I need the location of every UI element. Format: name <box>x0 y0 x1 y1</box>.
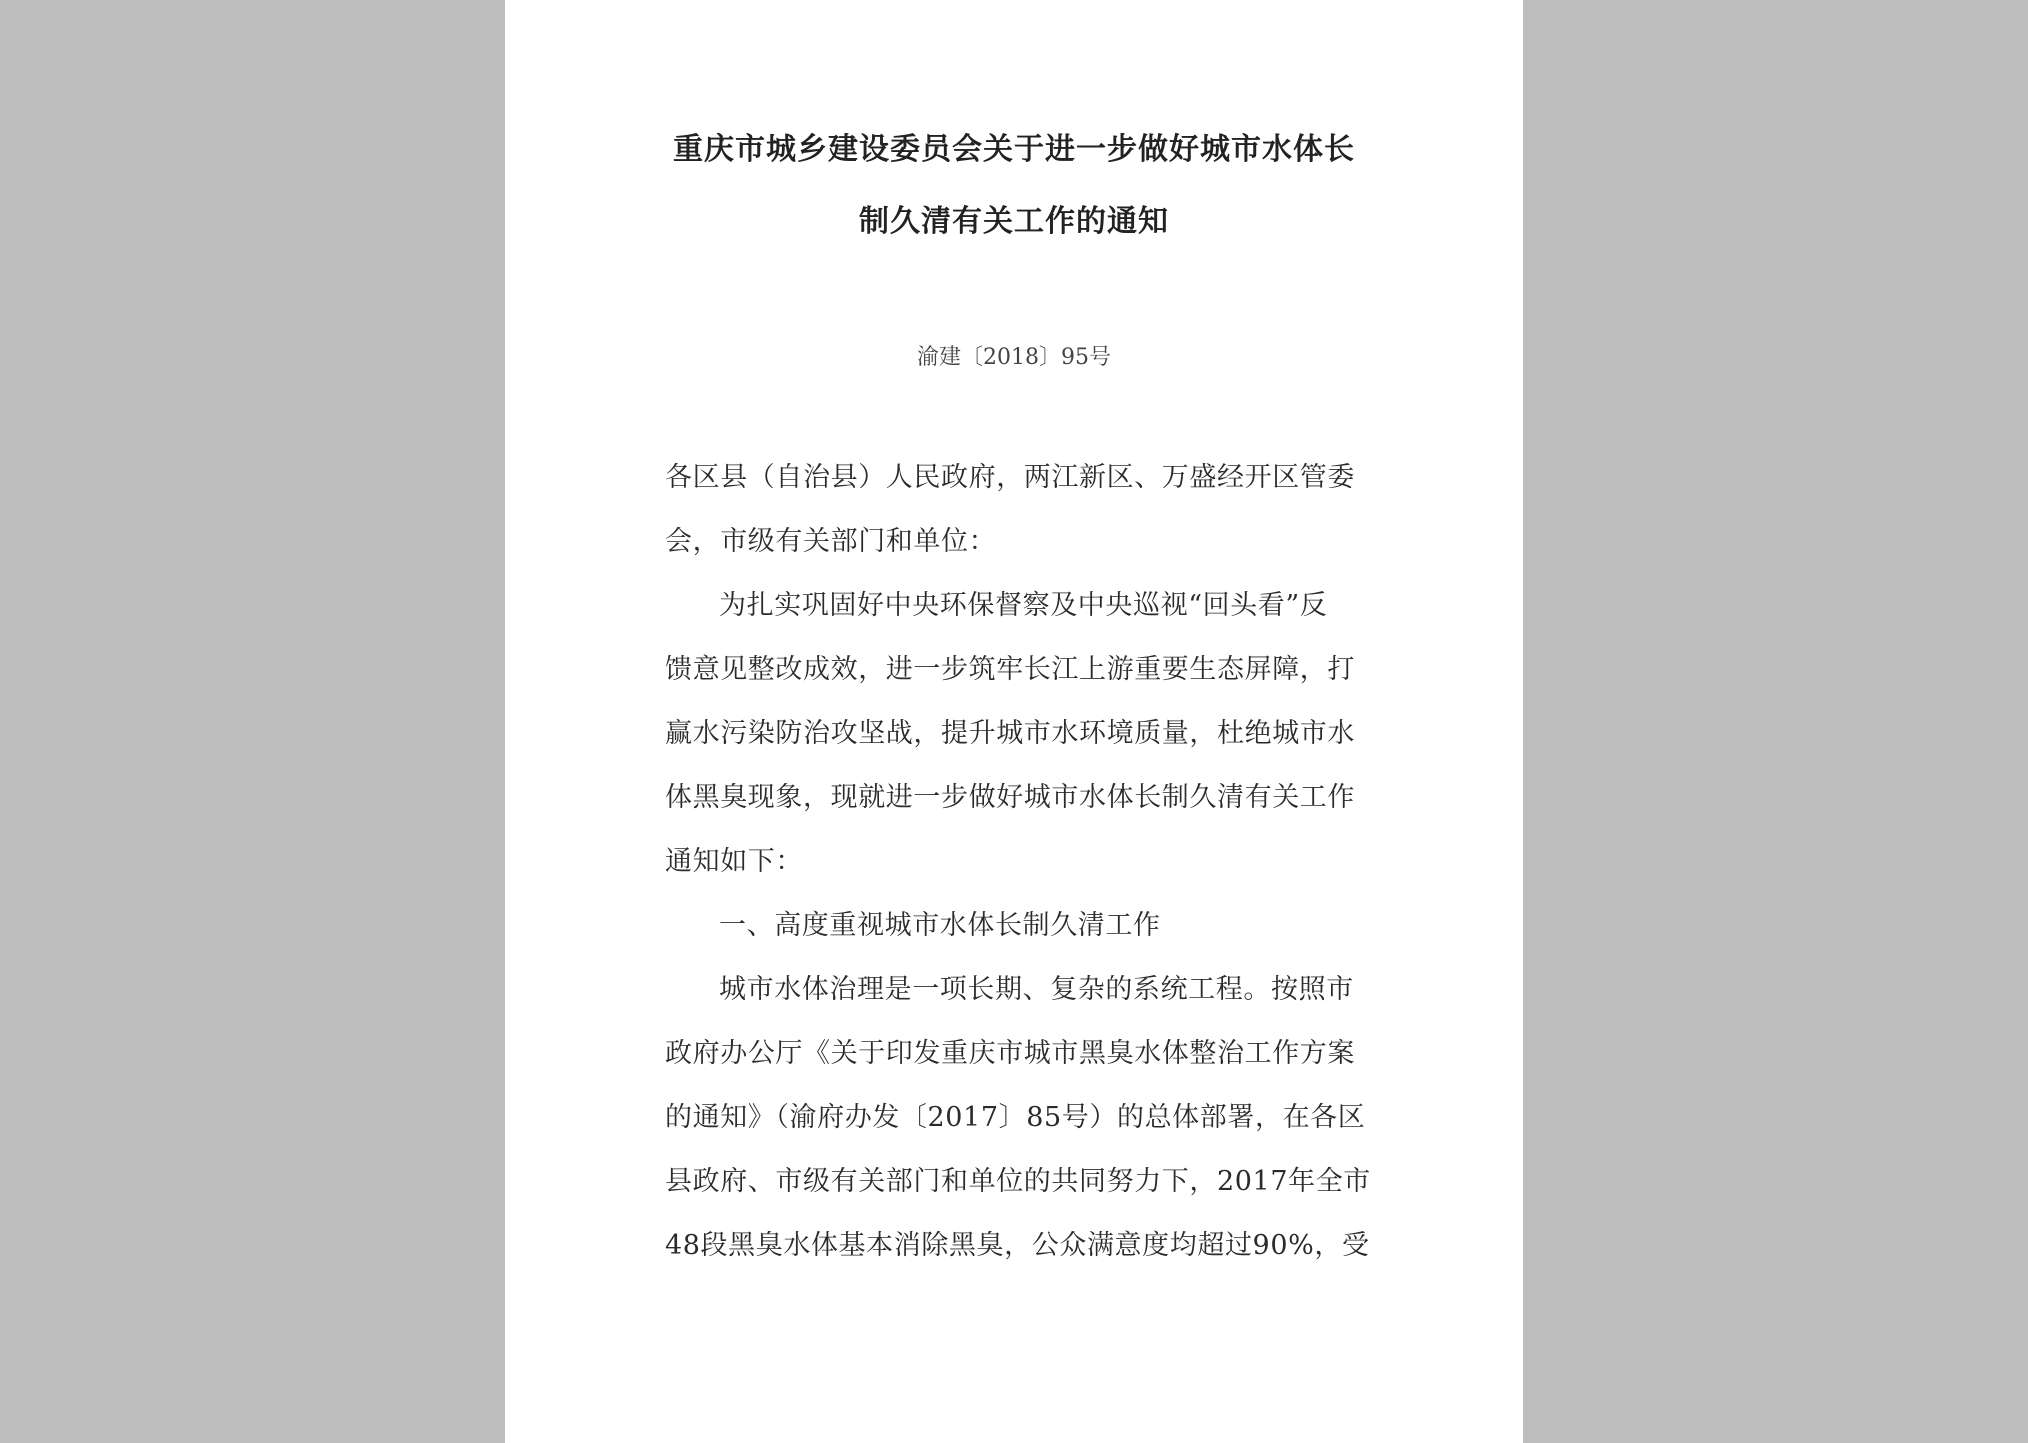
body-line: 县政府、市级有关部门和单位的共同努力下，2017年全市 <box>665 1166 1371 1197</box>
document-title-line-1: 重庆市城乡建设委员会关于进一步做好城市水体长 <box>673 132 1355 167</box>
document-number: 渝建〔2018〕95号 <box>917 345 1111 370</box>
document-body <box>665 446 1371 1278</box>
body-line: 馈意见整改成效，进一步筑牢长江上游重要生态屏障，打 <box>665 654 1355 685</box>
body-line: 城市水体治理是一项长期、复杂的系统工程。按照市 <box>719 974 1354 1005</box>
document-page <box>505 0 1523 1443</box>
body-line: 赢水污染防治攻坚战，提升城市水环境质量，杜绝城市水 <box>665 718 1355 749</box>
section-heading: 一、高度重视城市水体长制久清工作 <box>719 910 1161 941</box>
body-line: 会，市级有关部门和单位： <box>665 526 997 557</box>
body-line: 各区县（自治县）人民政府，两江新区、万盛经开区管委 <box>665 462 1355 493</box>
body-line: 通知如下： <box>665 846 803 877</box>
body-line: 体黑臭现象，现就进一步做好城市水体长制久清有关工作 <box>665 782 1355 813</box>
body-line: 为扎实巩固好中央环保督察及中央巡视“回头看”反 <box>719 590 1328 621</box>
body-line: 政府办公厅《关于印发重庆市城市黑臭水体整治工作方案 <box>665 1038 1355 1069</box>
body-line: 48段黑臭水体基本消除黑臭，公众满意度均超过90%，受 <box>665 1230 1370 1261</box>
body-line: 的通知》（渝府办发〔2017〕85号）的总体部署，在各区 <box>665 1102 1366 1133</box>
document-title-line-2: 制久清有关工作的通知 <box>859 204 1169 239</box>
